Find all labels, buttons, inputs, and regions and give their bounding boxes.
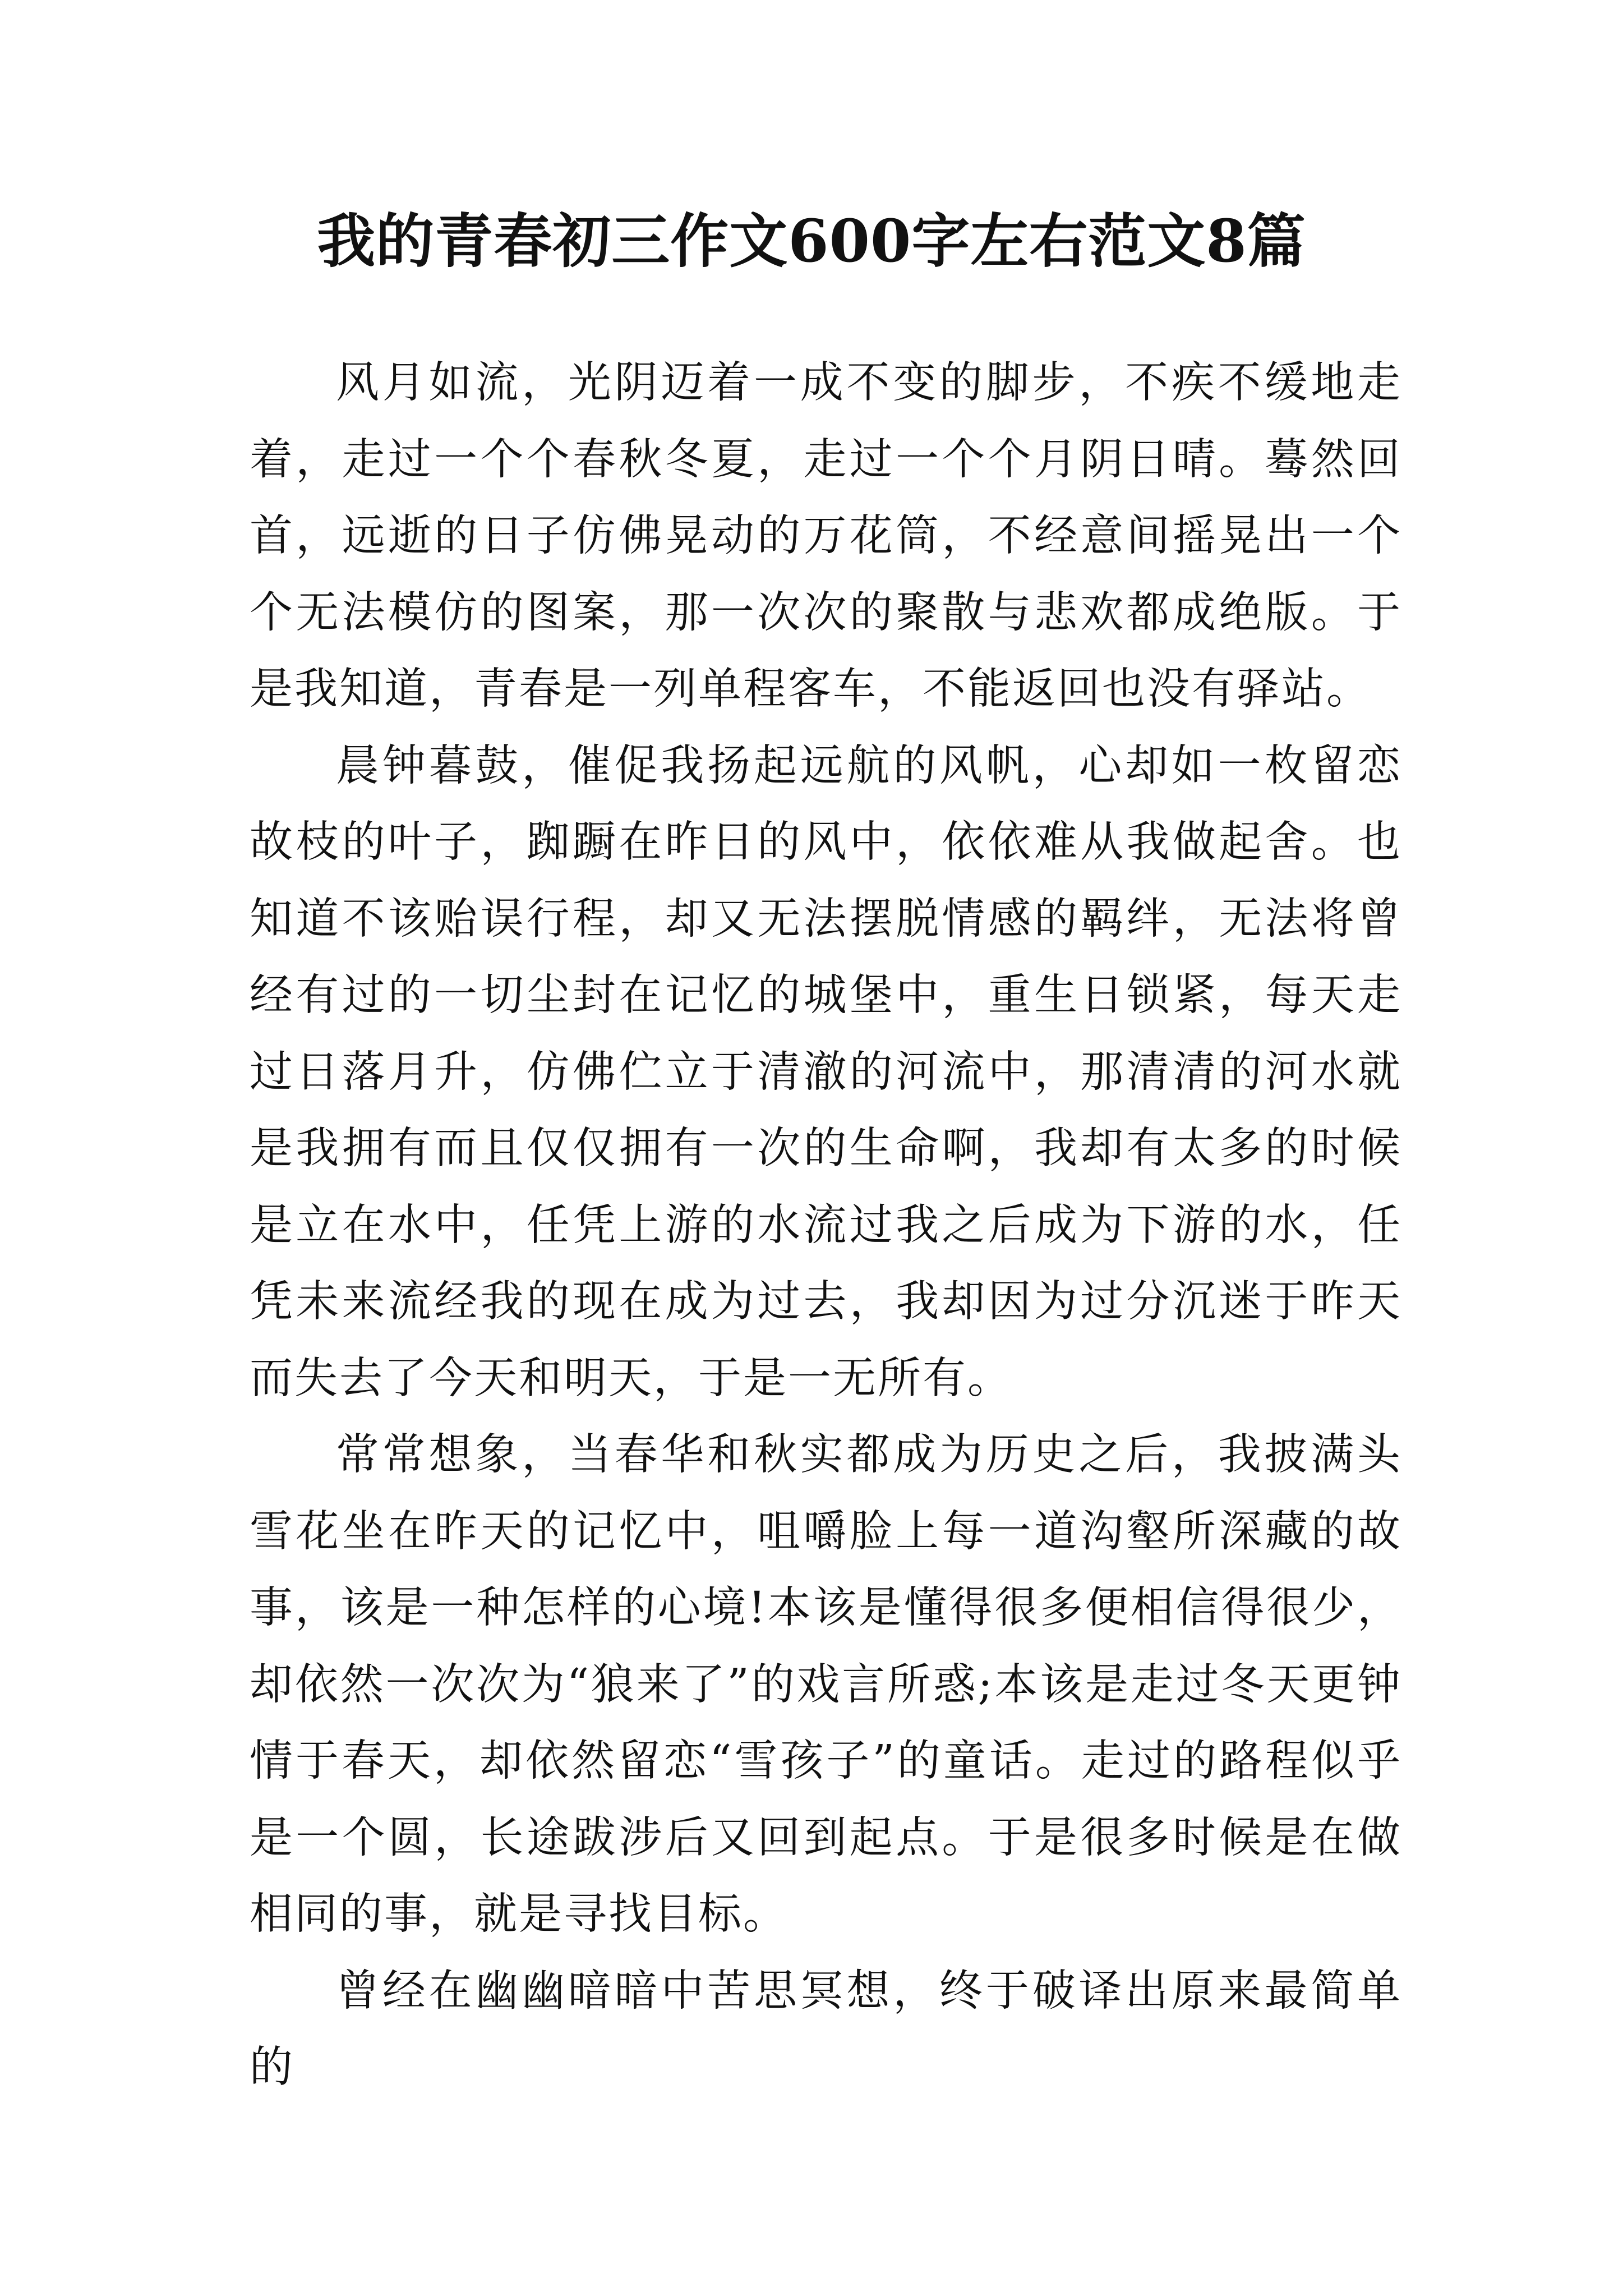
paragraph-3: 常常想象，当春华和秋实都成为历史之后，我披满头雪花坐在昨天的记忆中，咀嚼脸上每一道沟壑所深藏的故事，该是一种怎样的心境!本该是懂得很多便相信得很少，却依然一次次为“狼来了”的戏言所惑;本该是走过冬天更钟情于春天，却依然留恋“雪孩子”的童话。走过的路程似乎是一个圆，长途跋涉后又回到起点。于是很多时候是在做相同的事，就是寻找目标。	[250, 1430, 1402, 1939]
document-body	[250, 345, 1402, 2106]
paragraph-4: 曾经在幽幽暗暗中苦思冥想，终于破译出原来最简单的	[250, 1966, 1402, 2092]
paragraph-2: 晨钟暮鼓，催促我扬起远航的风帆，心却如一枚留恋故枝的叶子，踟蹰在昨日的风中，依依难从我做起舍。也知道不该贻误行程，却又无法摆脱情感的羁绊，无法将曾经有过的一切尘封在记忆的城堡中，重生日锁紧，每天走过日落月升，仿佛伫立于清澈的河流中，那清清的河水就是我拥有而且仅仅拥有一次的生命啊，我却有太多的时候是立在水中，任凭上游的水流过我之后成为下游的水，任凭未来流经我的现在成为过去，我却因为过分沉迷于昨天而失去了今天和明天，于是一无所有。	[250, 740, 1402, 1404]
paragraph-1: 风月如流，光阴迈着一成不变的脚步，不疾不缓地走着，走过一个个春秋冬夏，走过一个个月阴日晴。蓦然回首，远逝的日子仿佛晃动的万花筒，不经意间摇晃出一个个无法模仿的图案，那一次次的聚散与悲欢都成绝版。于是我知道，青春是一列单程客车，不能返回也没有驿站。	[250, 358, 1402, 714]
document-title: 我的青春初三作文600字左右范文8篇	[317, 206, 1306, 275]
